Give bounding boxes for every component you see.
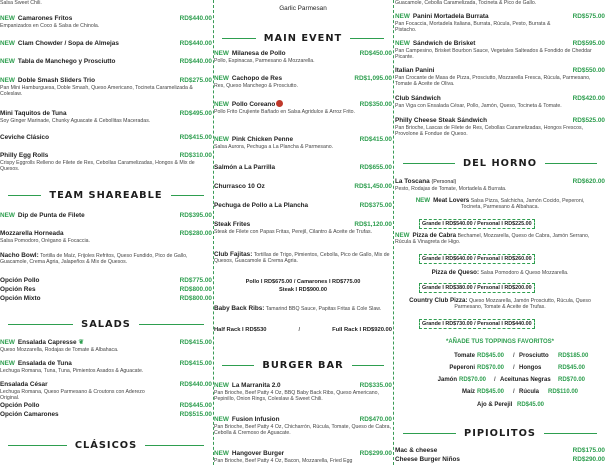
item-description: Pesto, Rodajas de Tomate, Mortadela & Burrata. [395,186,507,192]
item-price: RD$525.00 [572,117,605,124]
menu-item [0,134,212,142]
menu-item: NEW Sándwich de Brisket RD$595.00 Pan Campesino, Brisket Bourbon Sauce, Vegetales Salteados & Fondido de Cheddar Picante. [395,40,605,61]
item-name: Ensalada César [0,381,48,388]
menu-item: NEW Pizza de Cabra Bechamel, Mozzarella, Queso de Cabra, Jamón Serrano, Rúcula & Vinagreta de Higo. [395,232,590,246]
item-name: Sándwich de Brisket [412,40,476,47]
heading-rule [8,324,73,325]
item-name: La Marranita 2.0 [231,382,281,389]
column-divider-right [393,0,394,465]
item-description: Empanizados en Coco & Salsa de Chinola. [0,23,100,29]
menu-item [395,270,605,276]
section-title: SALADS [81,319,131,330]
heading-rule [544,433,597,434]
menu-item: NEW Pink Chicken Penne RD$415.00 Salsa Aurora, Pechuga a La Plancha & Parmesano. [214,136,392,150]
item-price: RD$290.00 [572,456,605,463]
option-name: Opción Pollo [0,277,40,284]
item-name: Club Sándwich [395,95,441,102]
menu-item [395,178,605,192]
item-description: Salsa Pomodoro, Orégano & Focaccia. [0,238,90,244]
item-price: RD$595.00 [572,40,605,47]
item-name: Baby Back Ribs: [214,305,265,312]
menu-item [0,253,212,266]
spicy-icon [276,100,283,107]
topping-name: Hongos [519,365,542,371]
menu-item [214,202,392,210]
item-price: RD$375.00 [359,202,392,209]
menu-item: NEW Hangover Burger RD$299.00 Pan Brioche, Beef Patty 4 Oz, Bacon, Mozzarella, Fried Egg [214,450,392,464]
menu-item: NEW Clam Chowder / Sopa de Almejas RD$440.00 [0,40,212,47]
price-box: Grande I RD$540.00 / Personal I RD$225.00 [419,219,535,229]
menu-item [0,110,212,124]
option-name: Opción Mixto [0,295,41,302]
option-row [0,295,212,303]
menu-item [214,252,392,265]
topping-price: RD$70.00 [558,377,586,383]
section-heading-team-shareable [0,190,212,201]
menu-item [395,447,605,455]
section-heading-del-horno [395,158,605,169]
item-name: Pollo Coreano [231,101,276,108]
item-name: Philly Egg Rolls [0,152,49,159]
item-description: Lechuga Romana, Tuna, Tuna, Pimientos Asados & Aguacate. [0,368,144,374]
item-price: RD$450.00 [359,50,392,57]
heading-rule [403,433,456,434]
menu-item [395,456,605,464]
item-price: RD$1,450.00 [354,183,392,190]
topping-price: RD$185.00 [558,353,589,359]
menu-item [395,95,605,109]
menu-item [0,381,212,402]
item-price: RD$1,095.00 [354,75,392,82]
item-price: RD$175.00 [572,447,605,454]
item-price: RD$620.00 [572,178,605,185]
item-description: Salsa Aurora, Pechuga a La Plancha & Parmesano. [214,144,334,150]
topping-name: Peperoni [449,365,475,371]
item-price: RD$275.00 [179,77,212,84]
section-heading-burger-bar [214,360,392,371]
option-name: Opción Res [0,286,36,293]
item-price: RD$420.00 [572,95,605,102]
item-price: RD$395.00 [179,212,212,219]
item-name: Churrasco 10 Oz [214,183,265,190]
item-description: Lechuga Romana, Queso Parmesano & Croutons con Aderezo Original. [0,389,145,402]
item-size-note: (Personal) [431,179,457,185]
topping-price: RD$45.00 [558,365,586,371]
menu-item: NEW Doble Smash Sliders Trio RD$275.00 Pan Mini Hamburguesa, Doble Smash, Queso Americano, Tocineta Caramelizada & Coleslaw. [0,77,212,98]
option-price: RD$800.00 [179,295,212,302]
topping-price: RD$70.00 [477,365,505,371]
menu-item: NEW Cachopo de Res RD$1,095.00 Res, Queso Manchego & Prosciutto. [214,75,392,89]
item-price: RD$440.00 [179,15,212,22]
item-name: Steak Frites [214,221,251,228]
item-price: RD$335.00 [359,382,392,389]
item-description: Tortilla de Maíz, Frijoles Refritos, Queso Fundido, Pico de Gallo, Guacamole, Crema Agria, Jalapeños & Mix de Quesos. [0,253,188,266]
topping-price: RD$70.00 [459,377,487,383]
topping-price: RD$45.00 [517,402,545,408]
menu-item [214,164,392,172]
item-description: Steak de Filete con Papas Fritas, Perejil, Cilantro & Aceite de Trufas. [214,229,373,235]
section-heading-clasicos [0,440,212,451]
menu-item [0,152,212,173]
item-description: Pan Brioche, Beef Patty 4 Oz, Chicharrón, Rúcula, Tomate, Queso de Cabra, Cebolla & Cremoso de Aguacate. [214,424,391,437]
menu-item: NEW Milanesa de Pollo RD$450.00 Pollo, Espinacas, Parmesano & Mozzarella. [214,50,392,64]
menu-column-left [0,0,212,465]
item-name: Pizza de Queso: [431,269,480,276]
item-name: Italian Panini [395,67,435,74]
half-rack-price: Half Rack I RD$530 [214,327,267,333]
option-price: RD$445.00 [179,402,212,409]
item-price: RD$575.00 [572,13,605,20]
item-description: Bechamel, Mozzarella, Queso de Cabra, Jamón Serrano, Rúcula & Vinagreta de Higo. [395,233,590,246]
option-price: RD$800.00 [179,286,212,293]
menu-item-continued [214,5,392,12]
item-price: RD$299.00 [359,450,392,457]
item-price: RD$415.00 [179,134,212,141]
heading-rule [145,445,204,446]
menu-item: NEW Pollo Coreano RD$350.00 Pollo Frito Crujiente Bañado en Salsa Agridulce & Arroz Frito. [214,101,392,115]
menu-item: NEW Dip de Punta de Filete RD$395.00 [0,212,212,219]
item-name: Tabla de Manchego y Prosciutto [17,58,116,65]
item-name: Meat Lovers [433,197,470,204]
item-name: Panini Mortadela Burrata [412,13,489,20]
item-price: RD$550.00 [572,67,605,74]
item-name: Salmón a La Parrilla [214,164,276,171]
item-price: RD$440.00 [179,40,212,47]
section-title: CLÁSICOS [74,440,138,451]
menu-item: NEW La Marranita 2.0 RD$335.00 Pan Brioche, Beef Patty 4 Oz, BBQ Baby Back Ribs, Queso Americano, Pepinillo, Onion Rings, Coleslaw & Sweet Chili. [214,382,392,403]
option-name: Opción Camarones [0,411,59,418]
menu-item-continued [0,0,212,6]
option-price: RD$515.00 [179,411,212,418]
item-description: Pollo, Espinacas, Parmesano & Mozzarella. [214,58,315,64]
menu-item: NEW Ensalada Capresse ❦ RD$415.00 Queso Mozzarella, Rodajas de Tomate & Albahaca. [0,339,212,353]
fajita-price-line: Steak I RD$900.00 [279,287,327,293]
item-price: RD$415.00 [179,339,212,346]
heading-rule [222,38,256,39]
item-name: Hangover Burger [231,450,285,457]
item-description: Pan Brioche, Beef Patty 4 Oz, BBQ Baby Back Ribs, Queso Americano, Pepinillo, Onion Rings, Coleslaw & Sweet Chili. [214,390,379,403]
menu-item [214,183,392,191]
item-price: RD$280.00 [179,230,212,237]
heading-rule [352,365,384,366]
heading-rule [403,163,455,164]
item-description: Salsa Pizza, Salchicha, Jamón Cocido, Peperoni, Tocineta, Parmesano & Albahaca. [461,198,585,211]
full-rack-price: Full Rack I RD$920.00 [332,327,392,333]
item-name: Mini Taquitos de Tuna [0,110,67,117]
option-row [0,277,212,285]
item-name: Clam Chowder / Sopa de Almejas [17,40,119,47]
item-price: RD$415.00 [359,136,392,143]
menu-column-right: Guacamole, Cebolla Caramelizada, Tocineta & Pico de Gallo. NEW Panini Mortadela Burrata RD$575.00 Pan Focaccia, Mortadela Italiana, Burrata, Rúcula, Pesto, Burrata & Pistacho. NEW Sándwich de Brisket RD$595.00 Pan Campesino, Brisket Bourbon Sauce, Vegetales Salteados & Fondido de Cheddar Picante. Italian Panini RD$550.00 Pan Crocante de Masa de Pizza, Prosciutto, Mozzarella Fresca, Rúcula, Parmesano, Tomate & Aceite de Oliva. Club Sándwich RD$420.00 Pan Viga con Ensalada César, Pollo, Jamón, Queso, Tocineta & Tomate. Philly Cheese Steak Sándwich RD$525.00 Pan Brioche, Lascas de Filete de Res, Cebollas Caramelizadas, Hongos Frescos, Provolone & Fondue de Queso. DEL HORNO La Toscana (Personal) RD$620.00 Pesto, Rodajas de Tomate, Mortadela & Burrata. NEW Meat Lovers Salsa Pizza, Salchicha, Jamón Cocido, Peperoni, Tocineta, Parmesano & Albahaca. Grande I RD$540.00 / Personal I RD$225.00 NEW Pizza de Cabra Bechamel, Mozzarella, Queso de Cabra, Jamón Serrano, Rúcula & Vinagreta de Higo. Grande I RD$640.00 / Personal I RD$260.00 Pizza de Queso: Salsa Pomodoro & Queso Mozzarella. Grande I RD$380.00 / Personal I RD$200.00 Country Club Pizza: Queso Mozzarella, Jamón Prosciutto, Rúcula, Queso Parmesano, Tomate & Aceite de Trufas. Grande I RD$730.00 / Personal I RD$440.00 *AÑADE TUS TOPPINGS FAVORITOS* Tomate RD$45.00 / Prosciutto RD$185.00 Peperoni RD$70.00 / Hongos RD$45.00 Jamón RD$70.00 / Aceitunas Negras RD$70.00 Maíz RD$45.00 / Rúcula RD$110.00 Ajo & Perejil RD$45.00 PIPIOLITOS Mac & cheese RD$175.00 Cheese Burger Niños RD$290.00 [395,0,605,463]
item-name: Doble Smash Sliders Trio [17,77,95,84]
item-name: Cheese Burger Niños [395,456,460,463]
item-price: RD$310.00 [179,152,212,159]
item-name: Mozzarella Horneada [0,230,64,237]
item-description: Pan Mini Hamburguesa, Doble Smash, Queso Americano, Tocineta Caramelizada & Coleslaw. [0,85,193,98]
menu-item: NEW Tabla de Manchego y Prosciutto RD$440.00 [0,58,212,65]
item-description: Pan Campesino, Brisket Bourbon Sauce, Vegetales Salteados & Fondido de Cheddar Picante. [395,48,592,61]
heading-rule [8,195,41,196]
item-description: Pan Brioche, Lascas de Filete de Res, Cebollas Caramelizadas, Hongos Frescos, Provolone & Fondue de Queso. [395,125,583,138]
topping-name: Tomate [454,353,475,359]
menu-item [395,67,605,88]
topping-name: Ajo & Perejil [477,402,513,408]
section-title: BURGER BAR [262,360,344,371]
topping-name: Jamón [437,377,457,383]
option-row [0,286,212,294]
menu-item: NEW Camarones Fritos RD$440.00 Empanizados en Coco & Salsa de Chinola. [0,15,212,29]
item-description: Garlic Parmesan [279,5,327,12]
ribs-prices: Half Rack I RD$530 / Full Rack I RD$920.00 [214,327,392,333]
item-description: Pan Viga con Ensalada César, Pollo, Jamón, Queso, Tocineta & Tomate. [395,103,562,109]
item-price: RD$470.00 [359,416,392,423]
item-description: Salsa Pomodoro & Queso Mozzarella. [480,270,569,276]
price-box: Grande I RD$380.00 / Personal I RD$200.00 [419,283,535,293]
item-price: RD$415.00 [179,360,212,367]
option-price: RD$775.00 [179,277,212,284]
menu-item: NEW Meat Lovers Salsa Pizza, Salchicha, Jamón Cocido, Peperoni, Tocineta, Parmesano & Albahaca. [415,197,585,211]
section-title: MAIN EVENT [263,33,343,44]
fajita-prices [214,278,392,294]
item-name: Philly Cheese Steak Sándwich [395,117,487,124]
item-description: Queso Mozzarella, Rodajas de Tomate & Albahaca. [0,347,119,353]
item-name: Ensalada Capresse [17,339,77,346]
option-name: Opción Pollo [0,402,40,409]
section-title: TEAM SHAREABLE [49,190,163,201]
menu-item [0,230,212,244]
leaf-icon: ❦ [78,339,84,346]
item-name: Milanesa de Pollo [231,50,286,57]
item-name: Club Fajitas: [214,251,253,258]
item-name: Country Club Pizza: [409,297,468,304]
menu-item [395,117,605,138]
heading-rule [545,163,597,164]
menu-item [405,298,595,311]
item-price: RD$655.00 [359,164,392,171]
item-description: Pan Brioche, Beef Patty 4 Oz, Bacon, Mozzarella, Fried Egg [214,458,353,464]
item-description: Salsa Sweet Chili. [0,0,42,6]
section-heading-pipiolitos [395,428,605,439]
item-description: Tamarind BBQ Sauce, Papitas Fritas & Cole Slaw. [265,306,382,312]
item-description: Pan Crocante de Masa de Pizza, Prosciutto, Mozzarella Fresca, Rúcula, Parmesano, Tomate & Aceite de Oliva. [395,75,591,88]
item-price: RD$440.00 [179,381,212,388]
item-name: Camarones Fritos [17,15,73,22]
item-price: RD$495.00 [179,110,212,117]
item-name: Pink Chicken Penne [231,136,294,143]
price-box: Grande I RD$640.00 / Personal I RD$260.00 [419,254,535,264]
topping-name: Rúcula [519,389,540,395]
menu-item-continued [395,0,605,6]
heading-rule [222,365,254,366]
item-name: Pizza de Cabra [412,232,457,239]
topping-name: Aceitunas Negras [500,377,551,383]
item-name: Cachopo de Res [231,75,282,82]
menu-item: NEW Fusion Infusion RD$470.00 Pan Brioche, Beef Patty 4 Oz, Chicharrón, Rúcula, Tomate, Queso de Cabra, Cebolla & Cremoso de Aguacate. [214,416,392,437]
topping-name: Prosciutto [519,353,549,359]
section-heading-main-event [214,33,392,44]
item-description: Guacamole, Cebolla Caramelizada, Tocineta & Pico de Gallo. [395,0,537,6]
item-price: RD$440.00 [179,58,212,65]
item-name: Mac & cheese [395,447,438,454]
toppings-heading: *AÑADE TUS TOPPINGS FAVORITOS* [445,339,555,345]
item-description: Crispy Eggrolls Relleno de Filete de Res, Cebollas Caramelizadas, Hongos & Mix de Quesos. [0,160,195,173]
heading-rule [8,445,67,446]
item-name: La Toscana [395,178,430,185]
section-heading-salads [0,319,212,330]
topping-price: RD$45.00 [477,389,505,395]
option-row [0,402,212,410]
heading-rule [139,324,204,325]
item-price: RD$350.00 [359,101,392,108]
heading-rule [171,195,204,196]
item-description: Pan Focaccia, Mortadela Italiana, Burrata, Rúcula, Pesto, Burrata & Pistacho. [395,21,551,34]
item-description: Tortillas de Trigo, Pimientos, Cebolla, Pico de Gallo, Mix de Quesos, Guacamole & Crema Agria. [214,252,390,265]
menu-item: NEW Panini Mortadela Burrata RD$575.00 Pan Focaccia, Mortadela Italiana, Burrata, Rúcula, Pesto, Burrata & Pistacho. [395,13,605,34]
menu-item: NEW Ensalada de Tuna RD$415.00 Lechuga Romana, Tuna, Tuna, Pimientos Asados & Aguacate. [0,360,212,374]
topping-price: RD$45.00 [477,353,505,359]
section-title: DEL HORNO [462,158,538,169]
item-price: RD$1,120.00 [354,221,392,228]
item-description: Pollo Frito Crujiente Bañado en Salsa Agridulce & Arroz Frito. [214,109,355,115]
item-name: Pechuga de Pollo a La Plancha [214,202,309,209]
item-name: Ceviche Clásico [0,134,50,141]
item-description: Res, Queso Manchego & Prosciutto. [214,83,298,89]
fajita-price-line: Pollo I RD$675.00 / Camarones I RD$775.00 [245,279,361,285]
item-name: Fusion Infusion [231,416,280,423]
heading-rule [350,38,384,39]
topping-name: Maíz [461,389,475,395]
item-name: Dip de Punta de Filete [17,212,85,219]
menu-item [214,306,392,312]
item-name: Nacho Bowl: [0,252,39,259]
item-description: Soy Ginger Marinade, Chunky Aguacate & Cebollitas Maceradas. [0,118,151,124]
section-title: PIPIOLITOS [464,428,536,439]
menu-item [214,221,392,235]
item-name: Ensalada de Tuna [17,360,72,367]
price-box: Grande I RD$730.00 / Personal I RD$440.00 [419,319,535,329]
option-row [0,411,212,419]
topping-price: RD$110.00 [548,389,579,395]
menu-column-center [214,0,392,465]
item-description: Queso Mozzarella, Jamón Prosciutto, Rúcula, Queso Parmesano, Tomate & Aceite de Trufas. [454,298,591,311]
